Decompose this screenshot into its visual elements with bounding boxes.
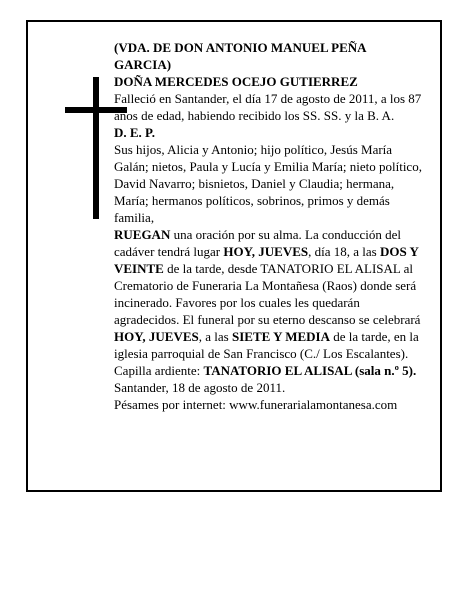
dep-line: D. E. P. bbox=[114, 125, 156, 140]
cross-vertical-bar bbox=[93, 77, 99, 219]
hoy-jueves-2: HOY, JUEVES bbox=[114, 329, 199, 344]
death-paragraph: Falleció en Santander, el día 17 de agosto de 2011, a los 87 años de edad, habiendo recibido los SS. SS. y la B. A. bbox=[114, 91, 422, 123]
ruegan-word: RUEGAN bbox=[114, 227, 171, 242]
deceased-name: DOÑA MERCEDES OCEJO GUTIERREZ bbox=[114, 74, 358, 89]
condolences-line: Pésames por internet: www.funerarialamontanesa.com bbox=[114, 397, 398, 412]
siete-y-media: SIETE Y MEDIA bbox=[232, 329, 331, 344]
request-text-1: una oración por su alma. La conducción del cadáver tendrá lugar bbox=[114, 227, 402, 259]
request-text-2: , día 18, a las bbox=[308, 244, 380, 259]
hoy-jueves-1: HOY, JUEVES bbox=[223, 244, 309, 259]
dos-y-veinte: DOS Y VEINTE bbox=[114, 244, 419, 276]
widow-line: (VDA. DE DON ANTONIO MANUEL PEÑA GARCIA) bbox=[114, 40, 366, 72]
date-line: Santander, 18 de agosto de 2011. bbox=[114, 380, 286, 395]
request-text-5: de la tarde, en la iglesia parroquial de San Francisco (C./ Los Escalantes). Capilla ardiente: bbox=[114, 329, 419, 378]
tanatorio-chapel: TANATORIO EL ALISAL (sala n.º 5). bbox=[203, 363, 417, 378]
family-paragraph: Sus hijos, Alicia y Antonio; hijo político, Jesús María Galán; nietos, Paula y Lucía y Emilia María; nieto político, David Navarro; bisnietos, Daniel y Claudia; hermana, María; hermanos políticos, sobrinos, primos y demás familia, bbox=[114, 142, 422, 225]
request-paragraph bbox=[114, 226, 424, 379]
request-text-4: , a las bbox=[198, 329, 232, 344]
obituary-text bbox=[114, 39, 424, 413]
request-text-3: de la tarde, desde TANATORIO EL ALISAL al Crematorio de Funeraria La Montañesa (Raos) donde será incinerado. Favores por los cuales les quedarán agradecidos. El funeral por su eterno descanso se celebrará bbox=[114, 261, 421, 327]
